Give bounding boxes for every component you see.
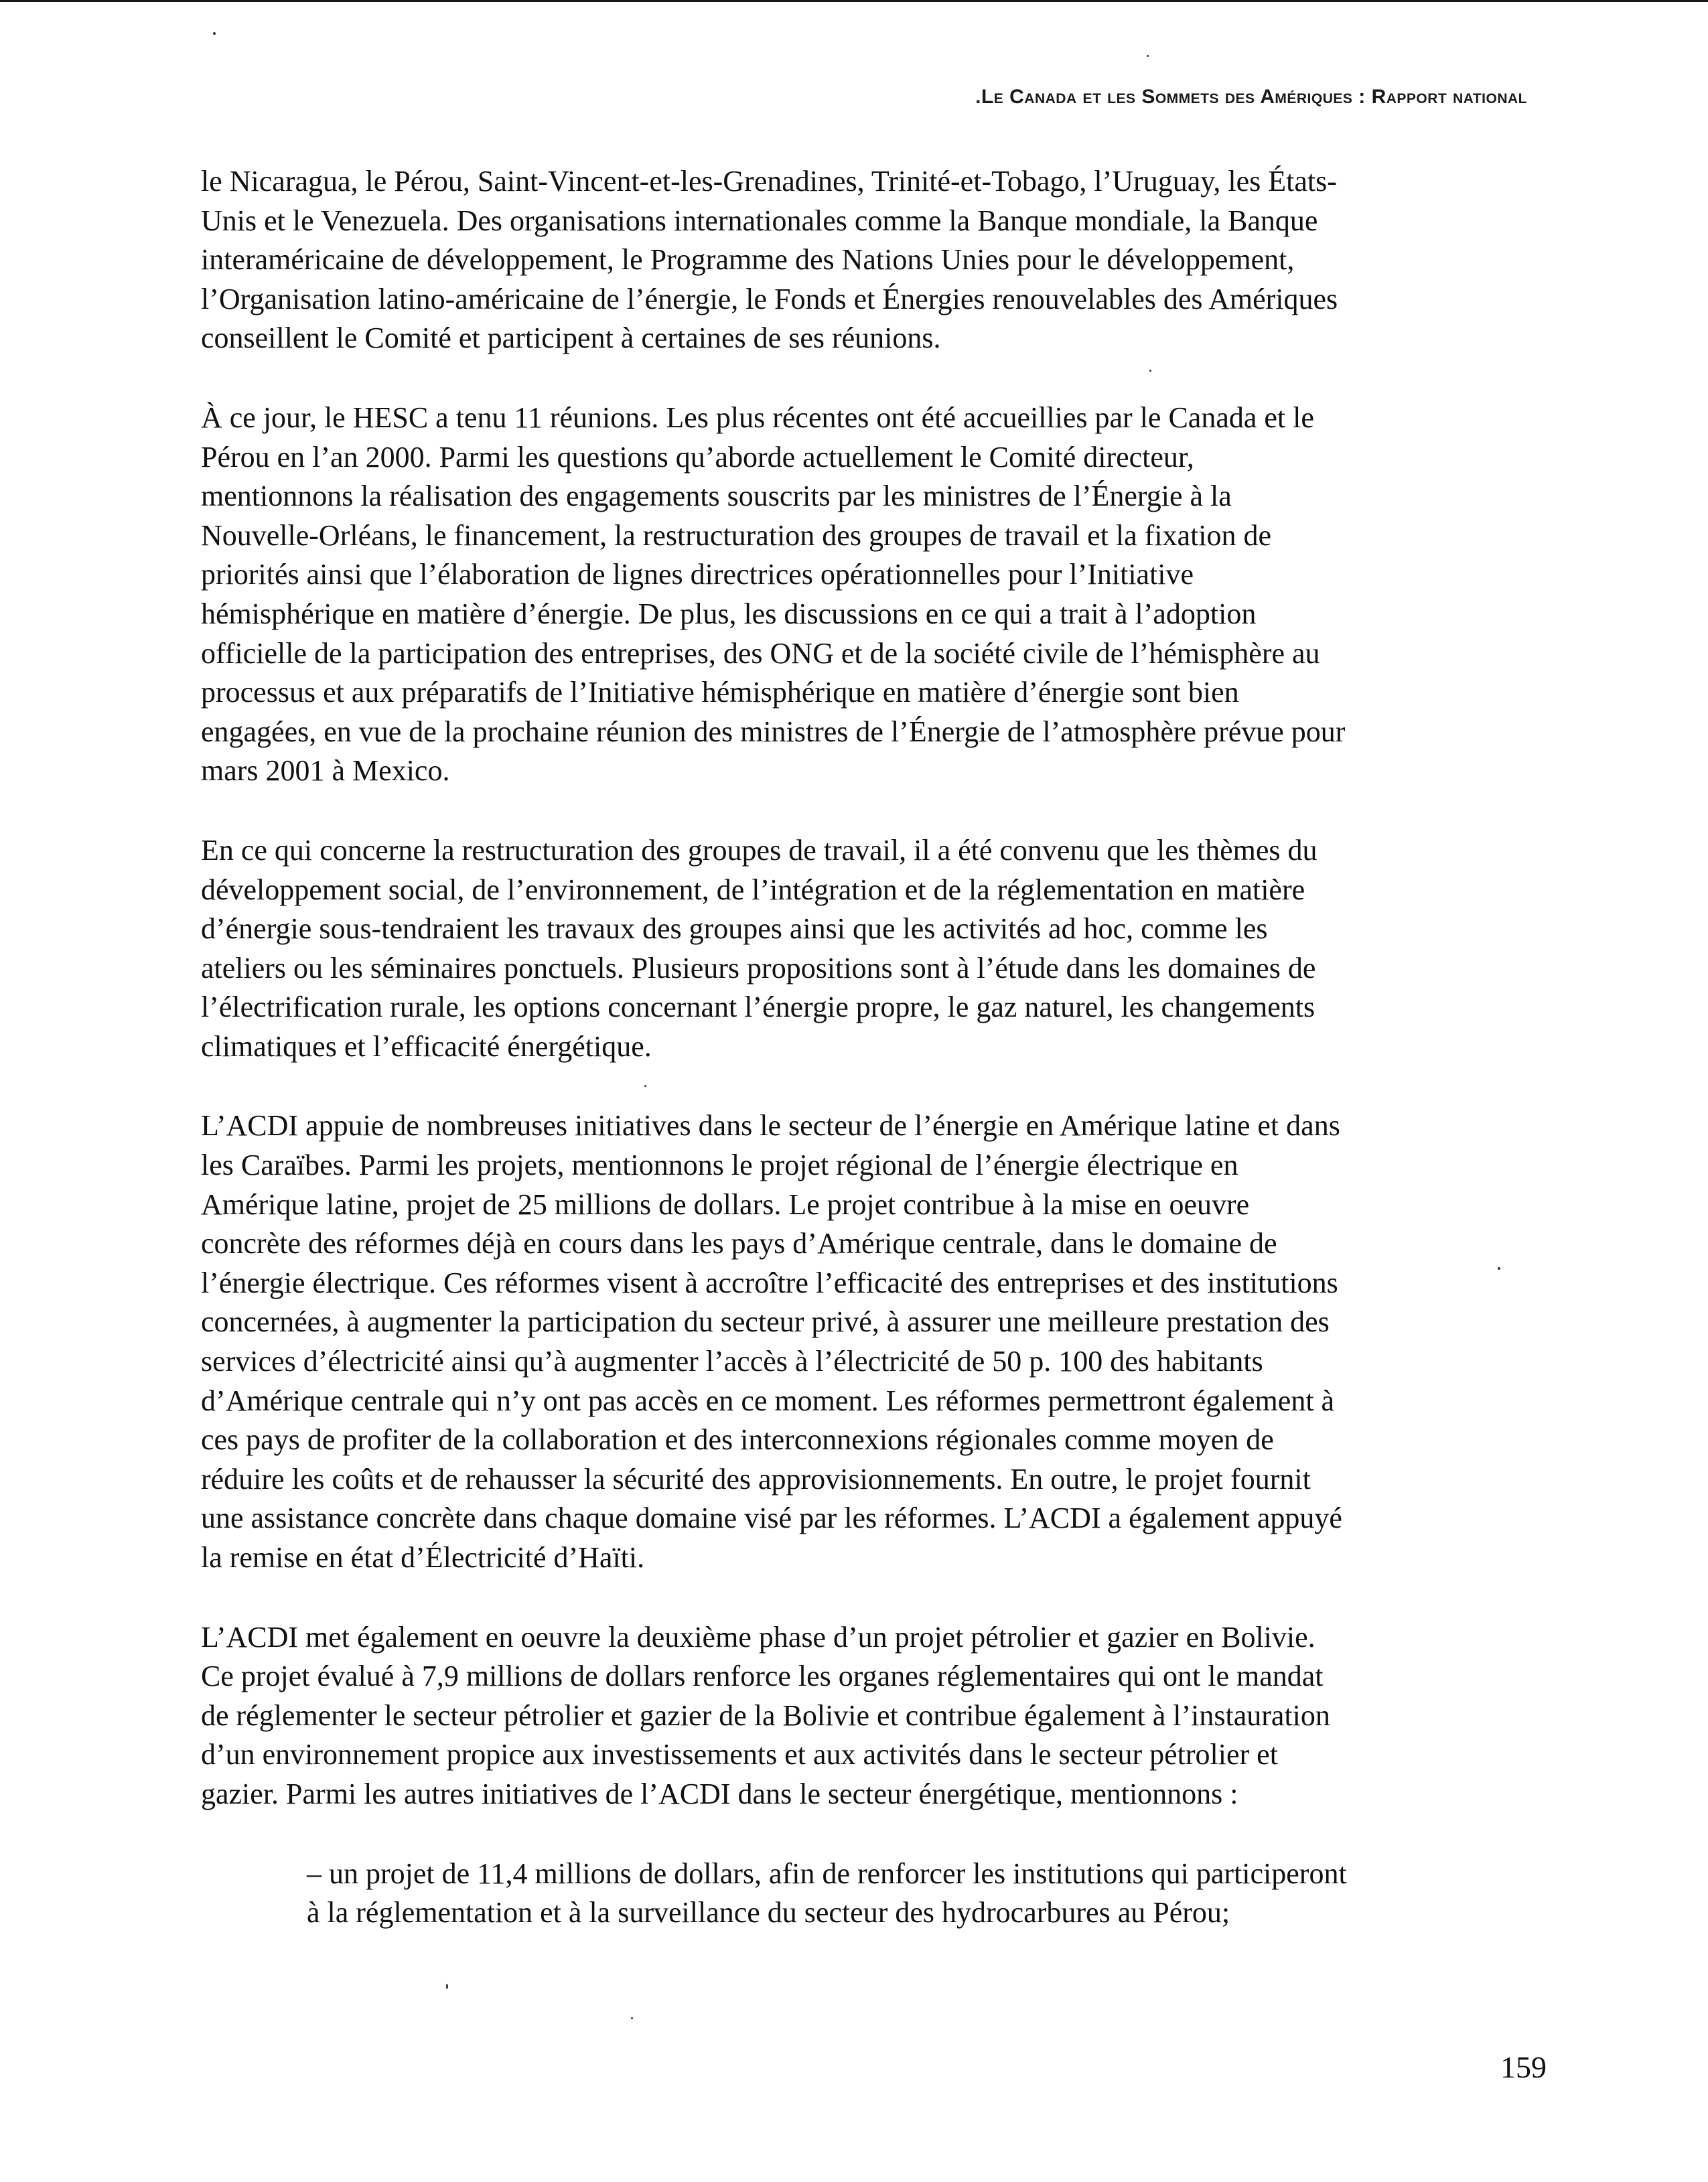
text-line: engagées, en vue de la prochaine réunion des ministres de l’Énergie de l’atmosphère prévue pour	[201, 715, 1346, 748]
text-line: concrète des réformes déjà en cours dans les pays d’Amérique centrale, dans le domaine de	[201, 1227, 1277, 1260]
text-line: En ce qui concerne la restructuration des groupes de travail, il a été convenu que les thèmes du	[201, 833, 1318, 867]
paragraph	[201, 1106, 1537, 1577]
text-line: officielle de la participation des entreprises, des ONG et de la société civile de l’hémisphère au	[201, 636, 1320, 670]
page-number: 159	[1500, 2050, 1547, 2084]
paragraph	[201, 162, 1537, 358]
text-line: – un projet de 11,4 millions de dollars, afin de renforcer les institutions qui participeront	[307, 1857, 1347, 1890]
text-line: réduire les coûts et de rehausser la sécurité des approvisionnements. En outre, le projet fournit	[201, 1462, 1311, 1496]
text-line: l’énergie électrique. Ces réformes visent à accroître l’efficacité des entreprises et des institutions	[201, 1266, 1338, 1299]
text-line: L’ACDI met également en oeuvre la deuxième phase d’un projet pétrolier et gazier en Bolivie.	[201, 1620, 1315, 1654]
text-line: le Nicaragua, le Pérou, Saint-Vincent-et-les-Grenadines, Trinité-et-Tobago, l’Uruguay, les États-	[201, 165, 1337, 198]
text-line: d’un environnement propice aux investissements et aux activités dans le secteur pétrolier et	[201, 1738, 1278, 1771]
text-line: ateliers ou les séminaires ponctuels. Plusieurs propositions sont à l’étude dans les domaines de	[201, 951, 1316, 985]
text-line: Amérique latine, projet de 25 millions de dollars. Le projet contribue à la mise en oeuvre	[201, 1187, 1250, 1221]
text-line: d’Amérique centrale qui n’y ont pas accès en ce moment. Les réformes permettront également à	[201, 1384, 1335, 1417]
paragraph	[201, 831, 1537, 1067]
paragraph	[201, 1618, 1537, 1814]
scan-speck	[644, 1085, 646, 1087]
paragraph	[201, 398, 1537, 791]
text-line: L’ACDI appuie de nombreuses initiatives dans le secteur de l’énergie en Amérique latine et dans	[201, 1109, 1340, 1143]
text-line: processus et aux préparatifs de l’Initiative hémisphérique en matière d’énergie sont bien	[201, 676, 1239, 709]
running-header: .Le Canada et les Sommets des Amériques : Rapport national	[975, 86, 1527, 108]
text-line: Ce projet évalué à 7,9 millions de dollars renforce les organes réglementaires qui ont le mandat	[201, 1660, 1324, 1693]
body-text	[201, 162, 1537, 1933]
text-line: interaméricaine de développement, le Programme des Nations Unies pour le développement,	[201, 243, 1295, 277]
text-line: l’électrification rurale, les options concernant l’énergie propre, le gaz naturel, les changements	[201, 991, 1315, 1024]
scan-speck	[631, 2017, 633, 2019]
scan-speck	[1147, 55, 1149, 57]
text-line: À ce jour, le HESC a tenu 11 réunions. Les plus récentes ont été accueillies par le Canada et le	[201, 401, 1314, 434]
scan-speck	[1498, 1267, 1500, 1270]
text-line: mars 2001 à Mexico.	[201, 754, 450, 788]
text-line: la remise en état d’Électricité d’Haïti.	[201, 1541, 645, 1574]
text-line: développement social, de l’environnement, de l’intégration et de la réglementation en matière	[201, 873, 1305, 906]
text-line: services d’électricité ainsi qu’à augmenter l’accès à l’électricité de 50 p. 100 des habitants	[201, 1345, 1263, 1378]
scan-border-line	[0, 0, 1708, 2]
text-line: conseillent le Comité et participent à certaines de ses réunions.	[201, 321, 941, 355]
text-line: une assistance concrète dans chaque domaine visé par les réformes. L’ACDI a également appuyé	[201, 1502, 1342, 1535]
text-line: mentionnons la réalisation des engagements souscrits par les ministres de l’Énergie à la	[201, 480, 1232, 513]
text-line: l’Organisation latino-américaine de l’énergie, le Fonds et Énergies renouvelables des Amériques	[201, 282, 1338, 315]
text-line: les Caraïbes. Parmi les projets, mentionnons le projet régional de l’énergie électrique en	[201, 1149, 1238, 1182]
scan-speck	[446, 1984, 448, 1989]
text-line: ces pays de profiter de la collaboration et des interconnexions régionales comme moyen de	[201, 1423, 1274, 1457]
text-line: climatiques et l’efficacité énergétique.	[201, 1029, 652, 1063]
text-line: Nouvelle-Orléans, le financement, la restructuration des groupes de travail et la fixation de	[201, 518, 1272, 552]
text-line: gazier. Parmi les autres initiatives de l’ACDI dans le secteur énergétique, mentionnons :	[201, 1777, 1238, 1810]
text-line: à la réglementation et à la surveillance du secteur des hydrocarbures au Pérou;	[307, 1896, 1230, 1930]
text-line: Pérou en l’an 2000. Parmi les questions qu’aborde actuellement le Comité directeur,	[201, 440, 1194, 474]
text-line: concernées, à augmenter la participation du secteur privé, à assurer une meilleure prestation des	[201, 1305, 1330, 1339]
text-line: Unis et le Venezuela. Des organisations internationales comme la Banque mondiale, la Banque	[201, 204, 1318, 237]
text-line: de réglementer le secteur pétrolier et gazier de la Bolivie et contribue également à l’instauration	[201, 1698, 1330, 1732]
bullet-item	[307, 1854, 1537, 1933]
scan-speck	[1149, 370, 1151, 372]
text-line: d’énergie sous-tendraient les travaux des groupes ainsi que les activités ad hoc, comme les	[201, 912, 1268, 946]
scan-speck	[213, 32, 216, 35]
text-line: hémisphérique en matière d’énergie. De plus, les discussions en ce qui a trait à l’adoption	[201, 597, 1257, 630]
text-line: priorités ainsi que l’élaboration de lignes directrices opérationnelles pour l’Initiative	[201, 558, 1194, 591]
